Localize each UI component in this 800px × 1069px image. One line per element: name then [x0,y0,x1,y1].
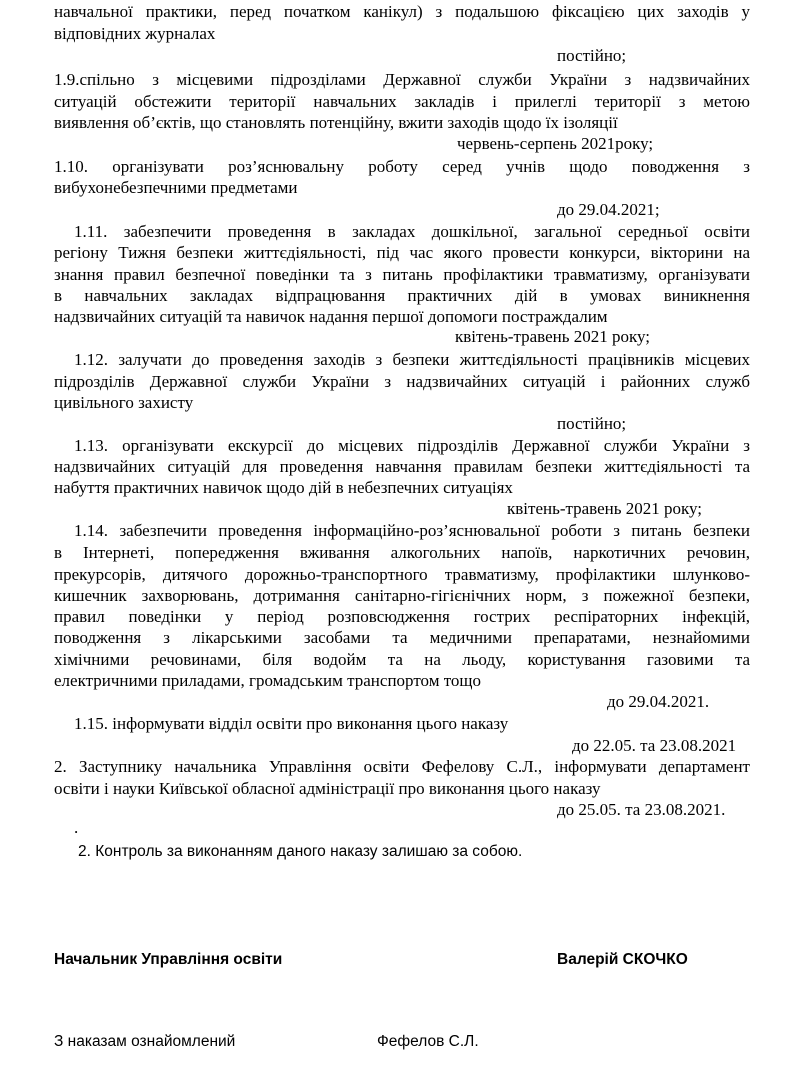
deadline: постійно; [557,46,627,65]
text-line: набуття практичних навичок щодо дій в небезпечних ситуаціях [54,478,513,497]
text-line: відповідних журналах [54,24,216,43]
text-line: електричними приладами, громадським транспортом тощо [54,671,482,690]
text-line: виявлення об’єктів, що становлять потенційну, вжити заходів щодо їх ізоляції [54,113,618,132]
deadline: до 22.05. та 23.08.2021 [572,736,737,755]
text-line: надзвичайних ситуацій та навичок надання першої допомоги постраждалим [54,307,608,326]
text-line: 2. Контроль за виконанням даного наказу залишаю за собою. [78,843,523,860]
deadline: постійно; [557,414,627,433]
text-line: в Інтернеті, попередження вживання алкогольних напоїв, наркотичних речовин, [54,543,750,562]
text-line: 1.14. забезпечити проведення інформаційно-роз’яснювальної роботи з питань безпеки [74,521,750,540]
text-line: вибухонебезпечними предметами [54,178,298,197]
text-line: ситуацій обстежити території навчальних закладів і прилеглі території з метою [54,92,750,111]
text-line: хімічними речовинами, біля водойм та на льоду, користування газовими та [54,650,750,669]
deadline: до 25.05. та 23.08.2021. [557,800,726,819]
text-line: правил поведінки у період розповсюдження гострих респіраторних інфекцій, [54,607,750,626]
text-line: 1.9.спільно з місцевими підрозділами Державної служби України з надзвичайних [54,70,750,89]
text-line: в навчальних закладах відпрацювання практичних дій в умовах виникнення [54,286,750,305]
text-line: 1.10. організувати роз’яснювальну роботу серед учнів щодо поводження з [54,157,750,176]
signature-name: Валерій СКОЧКО [557,951,688,968]
acknowledgement-label: З наказам ознайомлений [54,1033,236,1050]
text-line: знання правил безпечної поведінки та з питань профілактики травматизму, організувати [54,265,750,284]
deadline: червень-серпень 2021року; [457,134,654,153]
text-line: надзвичайних ситуацій для проведення навчання правилам безпеки життєдіяльності та [54,457,750,476]
deadline: до 29.04.2021; [557,200,660,219]
text-line: кишечник захворювань, дотримання санітарно-гігієнічних норм, з пожежної безпеки, [54,586,750,605]
signature-position: Начальник Управління освіти [54,951,283,968]
text-line: 1.13. організувати екскурсії до місцевих підрозділів Державної служби України з [74,436,750,455]
text-line: підрозділів Державної служби України з надзвичайних ситуацій і районних служб [54,372,750,391]
text-line: 1.11. забезпечити проведення в закладах дошкільної, загальної середньої освіти [74,222,750,241]
text-line: 2. Заступнику начальника Управління освіти Фефелову С.Л., інформувати департамент [54,757,750,776]
deadline: квітень-травень 2021 року; [507,499,703,518]
acknowledgement-name: Фефелов С.Л. [377,1033,479,1050]
text-line: регіону Тижня безпеки життєдіяльності, під час якого провести конкурси, вікторини на [54,243,750,262]
text-line: освіти і науки Київської обласної адміністрації про виконання цього наказу [54,779,601,798]
text-line: навчальної практики, перед початком канікул) з подальшою фіксацією цих заходів у [54,2,750,21]
text-line: поводження з лікарськими засобами та медичними препаратами, незнайомими [54,628,750,647]
text-line: прекурсорів, дитячого дорожньо-транспортного травматизму, профілактики шлунково- [54,565,750,584]
deadline: до 29.04.2021. [607,692,710,711]
text-line: . [74,818,79,837]
text-line: цивільного захисту [54,393,194,412]
deadline: квітень-травень 2021 року; [455,327,651,346]
text-line: 1.15. інформувати відділ освіти про виконання цього наказу [74,714,509,733]
text-line: 1.12. залучати до проведення заходів з безпеки життєдіяльності працівників місцевих [74,350,750,369]
